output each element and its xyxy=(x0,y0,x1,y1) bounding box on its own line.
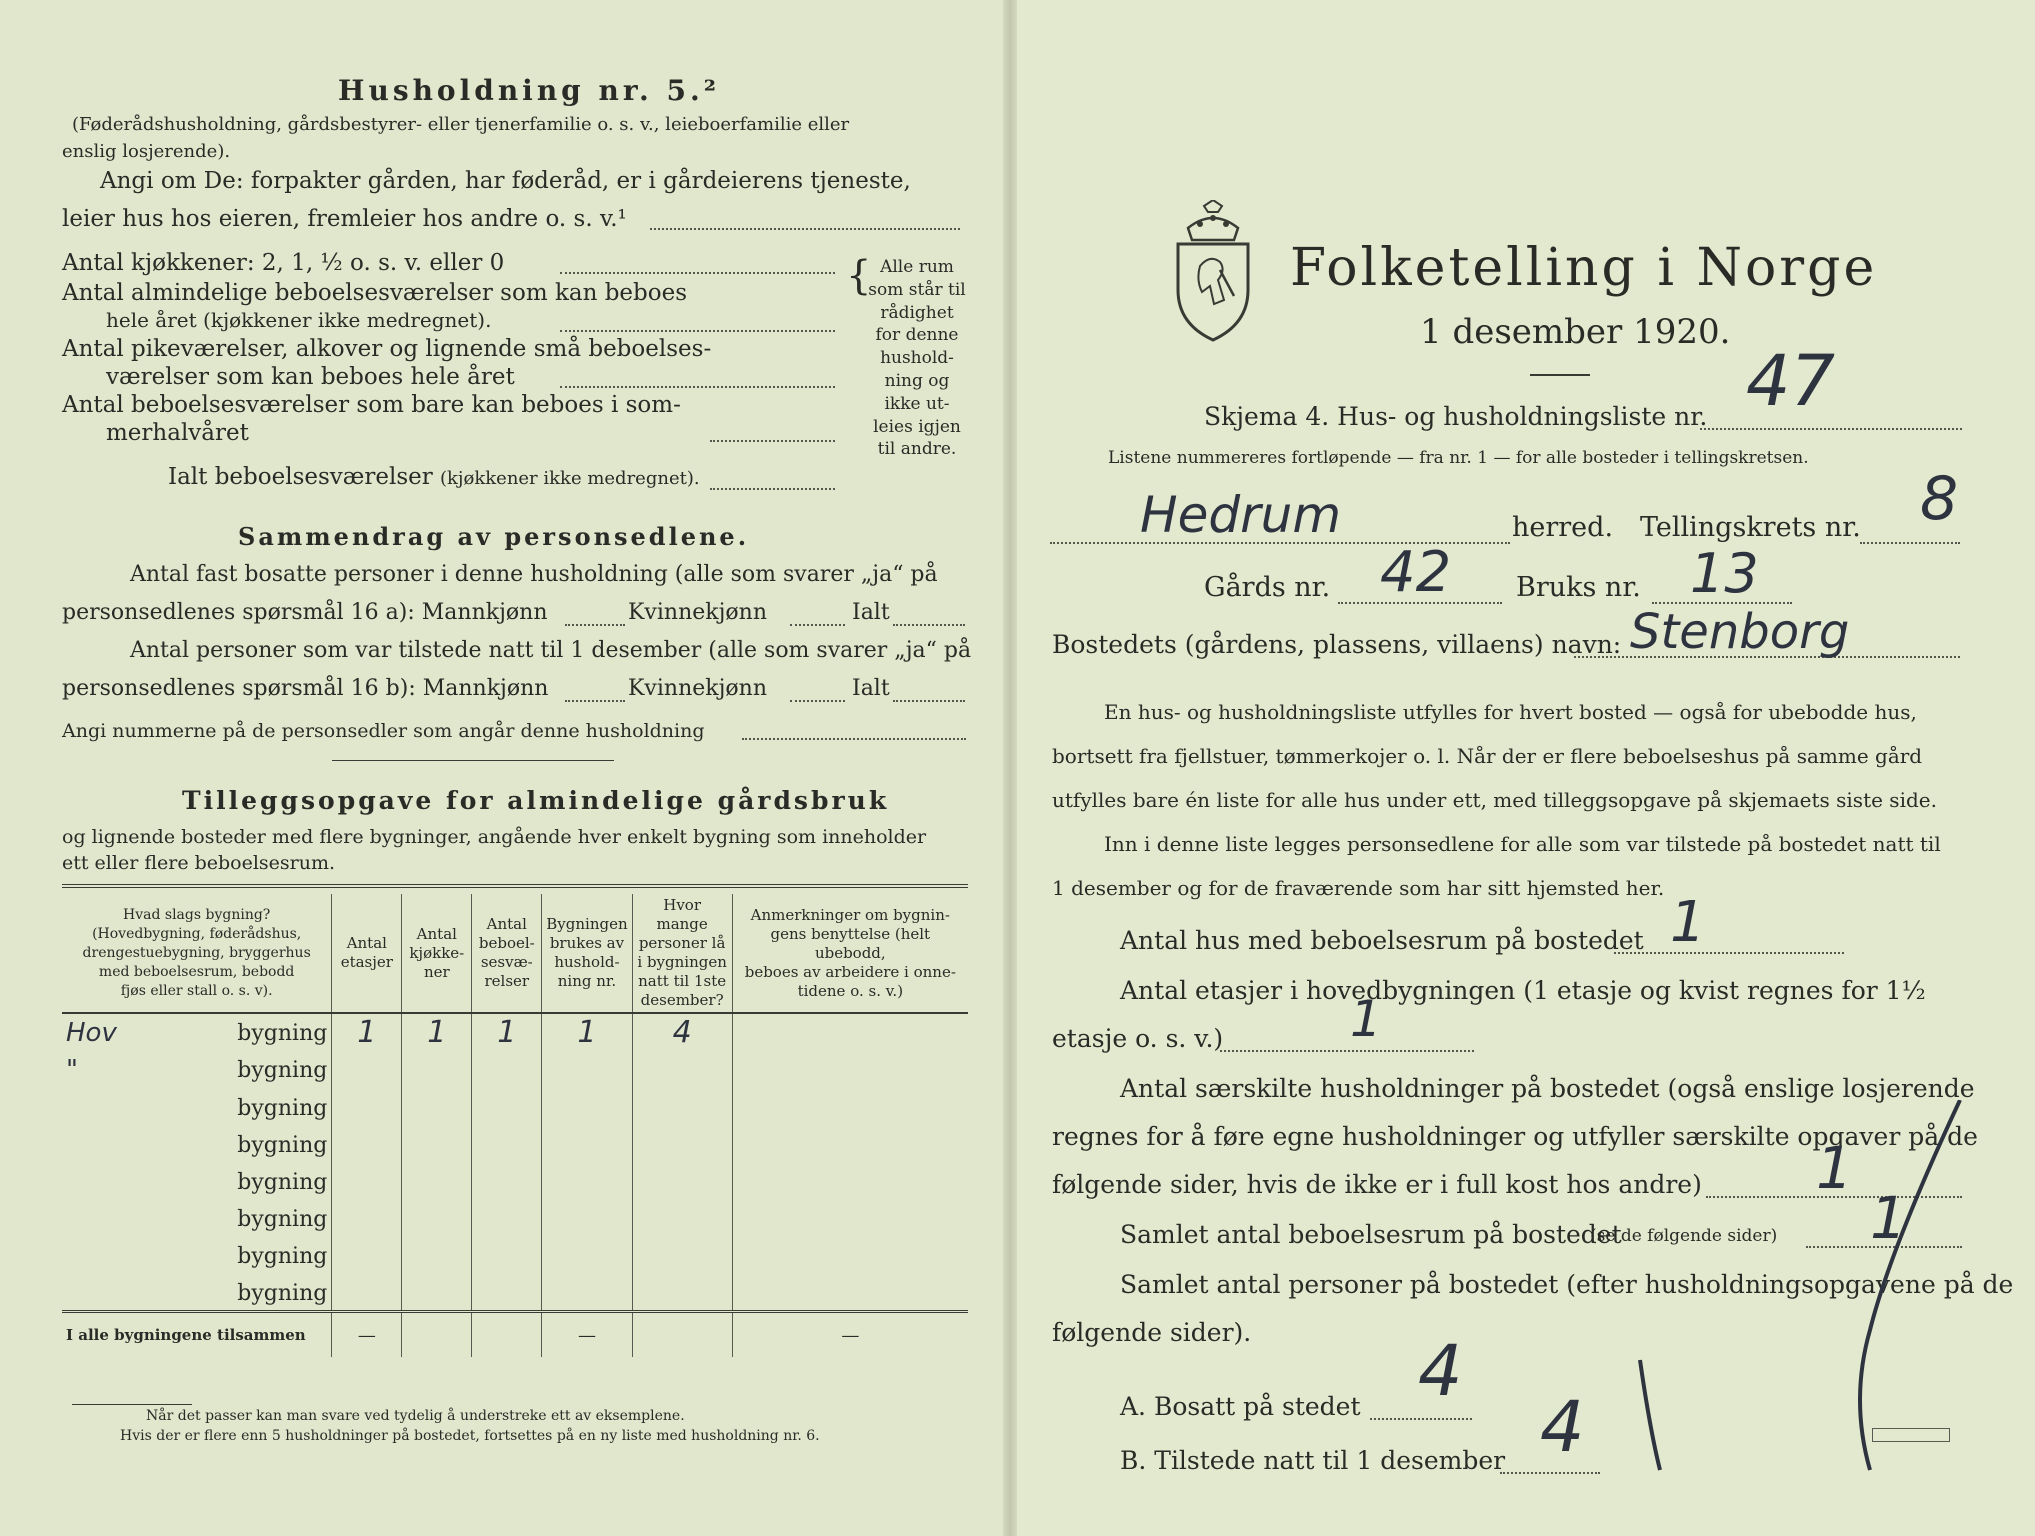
tellingskrets-label: Tellingskrets nr. xyxy=(1640,512,1861,543)
table-row xyxy=(62,1088,968,1125)
building-label: bygning xyxy=(237,1280,328,1306)
building-type-cell xyxy=(62,1162,332,1199)
q-hus-line xyxy=(1614,952,1844,954)
remarks-cell xyxy=(732,1273,968,1312)
bosted-label: Bostedets (gårdens, plassens, villaens) navn: xyxy=(1052,630,1622,659)
total-label: I alle bygningene tilsammen xyxy=(66,1326,306,1344)
q-hus-value: 1 xyxy=(1670,890,1706,955)
header-building-type: Hvad slags bygning? (Hovedbygning, føderådshus, drengestuebygning, bryggerhus med beboelsesrum, bebodd fjøs eller stall o. s. v). xyxy=(82,906,311,999)
floors-cell xyxy=(332,1236,402,1273)
kitchens-cell xyxy=(402,1162,472,1199)
rooms-small: Antal pikeværelser, alkover og lignende små beboelses- xyxy=(62,336,712,362)
table-top-rule xyxy=(62,884,968,888)
coat-of-arms-icon xyxy=(1170,200,1256,344)
household-cell xyxy=(542,1162,632,1199)
table-row xyxy=(62,1051,968,1088)
instruction-4: Inn i denne liste legges personsedlene for alle som var tilstede på bostedet natt til xyxy=(1104,832,1941,856)
building-label: bygning xyxy=(237,1095,328,1121)
supplement-title: Tilleggsopgave for almindelige gårdsbruk xyxy=(182,786,890,815)
b-line xyxy=(1500,1472,1600,1474)
kitchens-cell xyxy=(402,1051,472,1088)
table-total-row xyxy=(62,1312,968,1358)
household-cell xyxy=(542,1088,632,1125)
summary-line4: personsedlenes spørsmål 16 b): Mannkjønn xyxy=(62,676,549,701)
persons-cell xyxy=(632,1273,732,1312)
building-type-cell xyxy=(62,1199,332,1236)
footnote-2: Hvis der er flere enn 5 husholdninger på bostedet, fortsettes på en ny liste med husholdning nr. 6. xyxy=(120,1428,820,1444)
building-label: bygning xyxy=(237,1057,328,1083)
tellingskrets-line xyxy=(1860,542,1960,544)
q-husholdninger-value: 1 xyxy=(1816,1134,1853,1202)
rooms-cell xyxy=(472,1273,542,1312)
household-cell xyxy=(542,1051,632,1088)
herred-value: Hedrum xyxy=(1140,486,1342,544)
footnote-1: Når det passer kan man svare ved tydelig å understreke ett av eksemplene. xyxy=(146,1408,685,1424)
angi-line xyxy=(650,228,960,230)
footnote-rule xyxy=(72,1404,192,1405)
rooms-small-line xyxy=(560,386,835,388)
b-label: B. Tilstede natt til 1 desember xyxy=(1120,1446,1506,1475)
table-row xyxy=(62,1013,968,1051)
summary-ialt2: Ialt xyxy=(852,676,890,701)
remarks-cell xyxy=(732,1162,968,1199)
building-label: bygning xyxy=(237,1169,328,1195)
header-persons: Hvor mange personer lå i bygningen natt til 1ste desember? xyxy=(632,894,732,1013)
floors-cell xyxy=(332,1162,402,1199)
page-fold xyxy=(1003,0,1017,1536)
rooms-total: Ialt beboelsesværelser xyxy=(168,464,433,490)
listene-note: Listene nummereres fortløpende — fra nr. 1 — for alle bosteder i tellingskretsen. xyxy=(1108,448,1809,468)
building-type-cell xyxy=(62,1236,332,1273)
building-type-cell xyxy=(62,1013,332,1051)
remarks-cell xyxy=(732,1199,968,1236)
buildings-table xyxy=(62,894,968,1357)
summary-ialt1: Ialt xyxy=(852,600,890,625)
header-floors: Antal etasjer xyxy=(332,894,402,1013)
rooms-cell xyxy=(472,1125,542,1162)
persons-cell xyxy=(632,1199,732,1236)
rooms-cell xyxy=(472,1199,542,1236)
building-type-cell xyxy=(62,1273,332,1312)
rooms-total-line xyxy=(710,488,835,490)
rooms-cell: 1 xyxy=(472,1013,542,1051)
q-etasjer-line2: etasje o. s. v.) xyxy=(1052,1024,1224,1053)
angi-line2: leier hus hos eieren, fremleier hos andre o. s. v.¹ xyxy=(62,206,627,232)
total-kitchens xyxy=(402,1312,472,1358)
bruks-value: 13 xyxy=(1690,542,1759,605)
remarks-cell xyxy=(732,1088,968,1125)
household-intro-line1: (Føderådshusholdning, gårdsbestyrer- eller tjenerfamilie o. s. v., leieboerfamilie eller xyxy=(72,114,850,135)
kitchens-cell xyxy=(402,1199,472,1236)
header-kitchens: Antal kjøkke- ner xyxy=(402,894,472,1013)
rooms-ordinary-line xyxy=(560,330,835,332)
rooms-small-2: værelser som kan beboes hele året xyxy=(106,364,515,390)
instruction-5: 1 desember og for de fraværende som har sitt hjemsted her. xyxy=(1052,876,1665,900)
total-floors: — xyxy=(332,1312,402,1358)
a-line xyxy=(1370,1418,1472,1420)
header-remarks: Anmerkninger om bygnin- gens benyttelse (helt ubebodd, beboes av arbeidere i onne- tidene o. s. v.) xyxy=(732,894,968,1013)
rooms-summer: Antal beboelsesværelser som bare kan beboes i som- xyxy=(62,392,681,418)
q-etasjer-line xyxy=(1220,1050,1474,1052)
angi-line1: Angi om De: forpakter gården, har føderåd, er i gårdeierens tjeneste, xyxy=(100,168,911,194)
rooms-cell xyxy=(472,1088,542,1125)
rooms-summer-2: merhalvåret xyxy=(106,420,249,446)
building-label: bygning xyxy=(237,1206,328,1232)
table-row xyxy=(62,1273,968,1312)
instruction-3: utfylles bare én liste for alle hus under ett, med tilleggsopgave på skjemaets siste side. xyxy=(1052,788,1937,812)
q-personer-line1: Samlet antal personer på bostedet (efter husholdningsopgavene på de xyxy=(1120,1270,2014,1299)
building-type-value: Hov xyxy=(66,1017,117,1048)
table-header xyxy=(62,894,968,1013)
building-type-cell xyxy=(62,1088,332,1125)
q-personer-line2: følgende sider). xyxy=(1052,1318,1252,1347)
bracket-icon: { xyxy=(846,253,872,299)
household-cell xyxy=(542,1199,632,1236)
a-label: A. Bosatt på stedet xyxy=(1120,1392,1361,1421)
floors-cell xyxy=(332,1125,402,1162)
persons-cell xyxy=(632,1236,732,1273)
building-type-value: " xyxy=(66,1054,78,1085)
census-title: Folketelling i Norge xyxy=(1290,238,1878,298)
table-row xyxy=(62,1162,968,1199)
summary-ialt2-blank xyxy=(893,700,965,702)
table-row xyxy=(62,1236,968,1273)
header-rooms: Antal beboel- sesvæ- relser xyxy=(472,894,542,1013)
building-label: bygning xyxy=(237,1243,328,1269)
rooms-ordinary: Antal almindelige beboelsesværelser som kan beboes xyxy=(62,280,688,306)
rooms-total-note: (kjøkkener ikke medregnet). xyxy=(440,468,700,489)
rooms-summer-line xyxy=(710,440,835,442)
printer-stamp xyxy=(1872,1428,1950,1442)
total-household: — xyxy=(542,1312,632,1358)
kitchens-cell xyxy=(402,1236,472,1273)
b-value: 4 xyxy=(1540,1386,1585,1468)
floors-cell xyxy=(332,1051,402,1088)
total-persons xyxy=(632,1312,732,1358)
q-husholdninger-line1: Antal særskilte husholdninger på bostedet (også enslige losjerende xyxy=(1120,1074,1975,1103)
table-row xyxy=(62,1125,968,1162)
q-husholdninger-line3: følgende sider, hvis de ikke er i full kost hos andre) xyxy=(1052,1170,1702,1199)
floors-cell xyxy=(332,1199,402,1236)
floors-cell xyxy=(332,1088,402,1125)
herred-label: herred. xyxy=(1512,512,1614,543)
summary-line4-blank xyxy=(565,700,625,702)
kitchens-cell xyxy=(402,1273,472,1312)
q-rum-label: Samlet antal beboelsesrum på bostedet xyxy=(1120,1220,1622,1249)
household-cell xyxy=(542,1236,632,1273)
side-note: Alle rum som står til rådighet for denne hushold- ning og ikke ut- leies igjen til andre. xyxy=(868,257,966,460)
household-title: Husholdning nr. 5.² xyxy=(338,74,721,107)
summary-ialt1-blank xyxy=(893,624,965,626)
q-husholdninger-line2: regnes for å føre egne husholdninger og utfyller særskilte opgaver på de xyxy=(1052,1122,1978,1151)
persons-cell: 4 xyxy=(632,1013,732,1051)
supplement-intro2: ett eller flere beboelsesrum. xyxy=(62,852,336,874)
rooms-kitchens: Antal kjøkkener: 2, 1, ½ o. s. v. eller 0 xyxy=(62,250,505,276)
summary-line2-blank xyxy=(565,624,625,626)
gards-label: Gårds nr. xyxy=(1204,572,1331,603)
floors-cell: 1 xyxy=(332,1013,402,1051)
summary-title: Sammendrag av personsedlene. xyxy=(238,522,750,551)
header-household: Bygningen brukes av hushold- ning nr. xyxy=(542,894,632,1013)
rooms-kitchens-line xyxy=(560,272,835,274)
checkmark-stroke xyxy=(1630,1100,2010,1480)
instruction-2: bortsett fra fjellstuer, tømmerkojer o. l. Når der er flere beboelseshus på samme gård xyxy=(1052,744,1923,768)
q-rum-value: 1 xyxy=(1870,1184,1907,1252)
tellingskrets-value: 8 xyxy=(1920,464,1959,534)
rooms-ordinary-2: hele året (kjøkkener ikke medregnet). xyxy=(106,308,492,332)
kitchens-cell: 1 xyxy=(402,1013,472,1051)
building-type-cell xyxy=(62,1051,332,1088)
rooms-cell xyxy=(472,1051,542,1088)
skjema-label: Skjema 4. Hus- og husholdningsliste nr. xyxy=(1204,402,1708,431)
census-date: 1 desember 1920. xyxy=(1420,312,1731,352)
kitchens-cell xyxy=(402,1088,472,1125)
total-rooms xyxy=(472,1312,542,1358)
a-value: 4 xyxy=(1418,1330,1463,1412)
persons-cell xyxy=(632,1051,732,1088)
skjema-line xyxy=(1700,428,1962,430)
summary-kvinne1: Kvinnekjønn xyxy=(628,600,767,625)
kitchens-cell xyxy=(402,1125,472,1162)
remarks-cell xyxy=(732,1125,968,1162)
summary-line1: Antal fast bosatte personer i denne husholdning (alle som svarer „ja“ på xyxy=(130,562,938,587)
q-rum-note: (se de følgende sider) xyxy=(1590,1226,1778,1246)
summary-kvinne2-blank xyxy=(790,700,845,702)
summary-kvinne2: Kvinnekjønn xyxy=(628,676,767,701)
q-etasjer-value: 1 xyxy=(1350,990,1382,1048)
building-type-cell xyxy=(62,1125,332,1162)
bruks-label: Bruks nr. xyxy=(1516,572,1641,603)
table-row xyxy=(62,1199,968,1236)
q-etasjer-line1: Antal etasjer i hovedbygningen (1 etasje og kvist regnes for 1½ xyxy=(1120,976,1926,1005)
building-label: bygning xyxy=(237,1020,328,1046)
household-intro-line2: enslig losjerende). xyxy=(62,141,231,162)
summary-kvinne1-blank xyxy=(790,624,845,626)
remarks-cell xyxy=(732,1051,968,1088)
title-rule xyxy=(1530,374,1590,376)
divider xyxy=(332,760,614,761)
household-cell xyxy=(542,1273,632,1312)
household-cell xyxy=(542,1125,632,1162)
instruction-1: En hus- og husholdningsliste utfylles for hvert bosted — også for ubebodde hus, xyxy=(1104,700,1917,724)
summary-line2: personsedlenes spørsmål 16 a): Mannkjønn xyxy=(62,600,548,625)
q-hus-label: Antal hus med beboelsesrum på bostedet xyxy=(1120,926,1644,955)
summary-line5-blank xyxy=(742,738,966,740)
remarks-cell xyxy=(732,1236,968,1273)
rooms-cell xyxy=(472,1236,542,1273)
bosted-value: Stenborg xyxy=(1630,604,1850,660)
total-remarks: — xyxy=(732,1312,968,1358)
summary-line3: Antal personer som var tilstede natt til 1 desember (alle som svarer „ja“ på xyxy=(130,638,972,663)
floors-cell xyxy=(332,1273,402,1312)
supplement-intro1: og lignende bosteder med flere bygninger, angående hver enkelt bygning som inneholder xyxy=(62,826,927,848)
persons-cell xyxy=(632,1125,732,1162)
building-label: bygning xyxy=(237,1132,328,1158)
household-cell: 1 xyxy=(542,1013,632,1051)
summary-line5: Angi nummerne på de personsedler som angår denne husholdning xyxy=(62,720,705,742)
skjema-number: 47 xyxy=(1746,340,1836,422)
rooms-cell xyxy=(472,1162,542,1199)
gards-value: 42 xyxy=(1380,540,1452,605)
remarks-cell xyxy=(732,1013,968,1051)
persons-cell xyxy=(632,1162,732,1199)
persons-cell xyxy=(632,1088,732,1125)
